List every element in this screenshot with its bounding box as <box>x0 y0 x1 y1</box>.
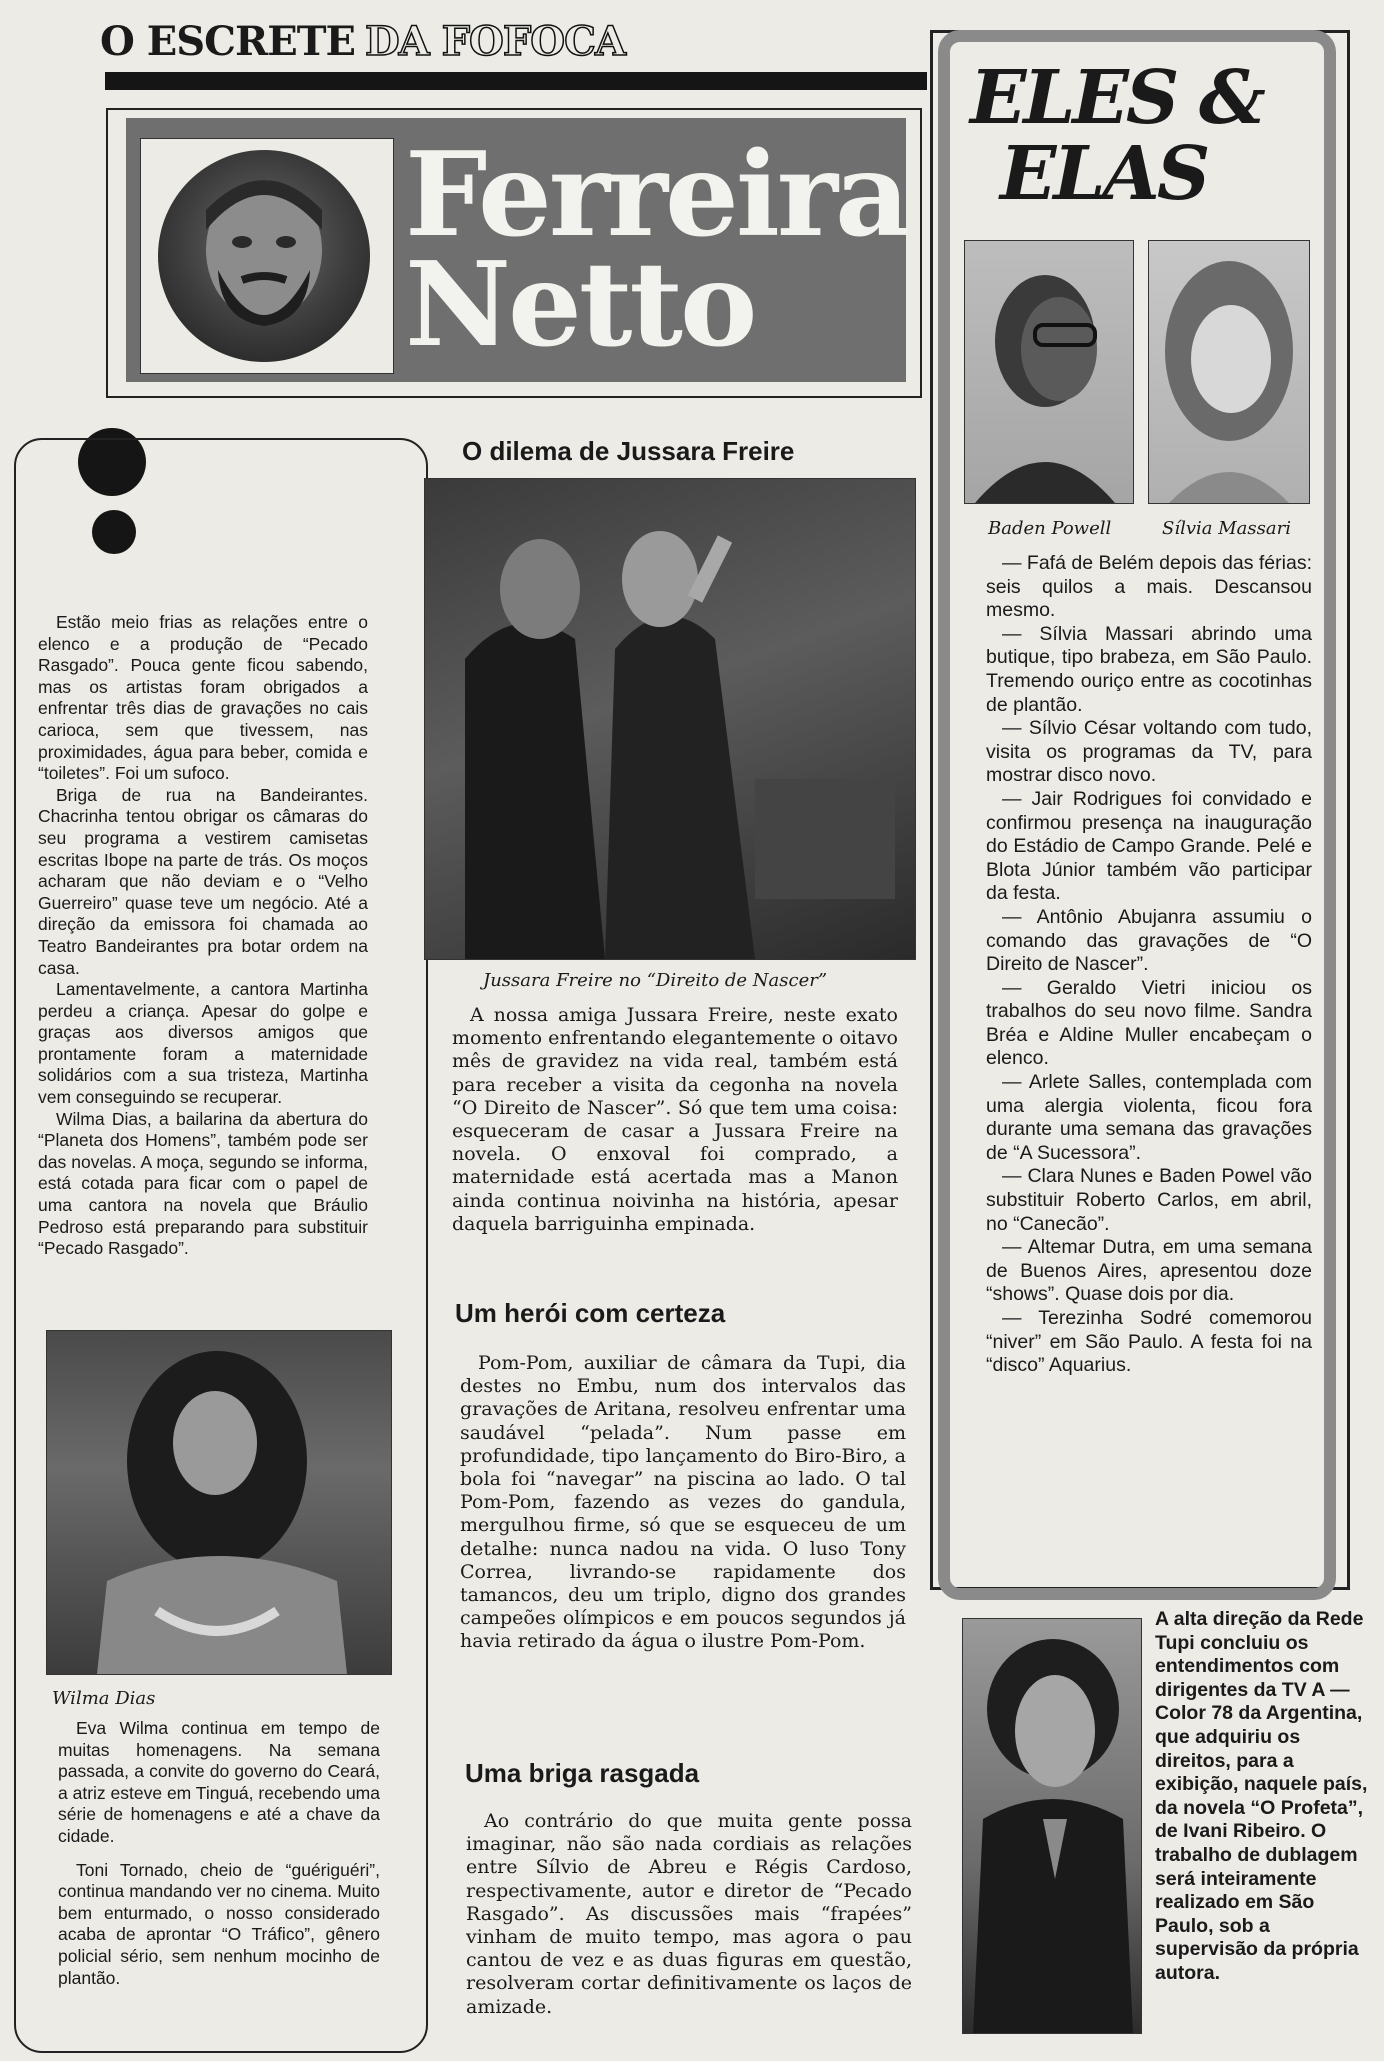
left-paragraph: Eva Wilma continua em tempo de muitas homenagens. Na semana passada, a convite do governo do Ceará, a atriz esteve em Tinguá, recebendo uma série de homenagens e até a chave da cidade. <box>58 1718 380 1846</box>
jussara-freire-photo <box>424 478 916 960</box>
gossip-item: — Sílvio César voltando com tudo, visita os programas da TV, para mostrar disco novo. <box>986 717 1312 787</box>
masthead-part2: DA FOFOCA <box>364 18 625 65</box>
briga-paragraph: Ao contrário do que muita gente possa imaginar, não são nada cordiais as relações entre Sílvio de Abreu e Régis Cardoso, respectivamente, autor e diretor de “Pecado Rasgado”. As discussões mais “frapées” vinham de muito tempo, mas agora o pau cantou de vez e as duas figuras em questão, resolveram cortar definitivamente os laços de amizade. <box>466 1810 912 2018</box>
heading-jussara: O dilema de Jussara Freire <box>462 436 795 466</box>
masthead-rule <box>105 72 927 90</box>
tupi-note: A alta direção da Rede Tupi concluiu os entendimentos com dirigentes da TV A — Color 78 da Argentina, que adquiriu os direitos, para a exibição, naquele país, da novela “O Profeta”, de Ivani Ribeiro. O trabalho de dublagem será inteiramente realizado em São Paulo, sob a supervisão da própria autora. <box>1155 1608 1368 1984</box>
gossip-item: — Jair Rodrigues foi convidado e confirmou presença na inauguração do Estádio de Campo Grande. Pelé e Blota Júnior também vão participar da festa. <box>986 787 1312 905</box>
gossip-item: — Clara Nunes e Baden Powel vão substituir Roberto Carlos, em abril, no “Canecão”. <box>986 1165 1312 1235</box>
gossip-item: — Sílvia Massari abrindo uma butique, tipo brabeza, em São Paulo. Tremendo ouriço entre as cocotinhas de plantão. <box>986 622 1312 716</box>
sidebar-title <box>970 55 1263 217</box>
left-column-bottom <box>58 1718 380 1989</box>
sidebar-title-line1: ELES & <box>970 55 1263 141</box>
eles-elas-items <box>986 552 1312 1378</box>
jussara-story <box>452 1004 898 1236</box>
heading-heroi: Um herói com certeza <box>455 1298 726 1328</box>
gossip-item: — Geraldo Vietri iniciou os trabalhos do seu novo filme. Sandra Bréa e Aldine Muller encabeçam o elenco. <box>986 976 1312 1070</box>
heading-briga: Uma briga rasgada <box>465 1758 700 1788</box>
left-paragraph: Estão meio frias as relações entre o elenco e a produção de “Pecado Rasgado”. Pouca gente ficou sabendo, mas os artistas foram obrigados a enfrentar três dias de gravações no cais carioca, sem que tivessem, nas proximidades, água para beber, comida e “toiletes”. Foi um sufoco. <box>38 612 368 784</box>
baden-caption: Baden Powell <box>988 518 1112 539</box>
left-paragraph: Wilma Dias, a bailarina da abertura do “Planeta dos Homens”, também pode ser das novelas. A moça, segundo se informa, está cotada para ficar com o papel de uma cantora na novela que Bráulio Pedroso está preparando para substituir “Pecado Rasgado”. <box>38 1108 368 1259</box>
baden-powell-photo <box>964 240 1134 504</box>
gossip-item: — Altemar Dutra, em uma semana de Buenos Aires, apresentou doze “shows”. Quase dois por dia. <box>986 1236 1312 1306</box>
headline-line1: Ferreira <box>405 127 908 263</box>
heroi-paragraph: Pom-Pom, auxiliar de câmara da Tupi, dia destes no Embu, num dos intervalos das gravações de Aritana, resolveu enfrentar uma saudável “pelada”. Num passe em profundidade, tipo lançamento do Biro-Biro, a bola foi “navegar” na piscina ao lado. O tal Pom-Pom, fazendo as vezes do gandula, mergulhou firme, só que se esqueceu de um detalhe: nunca nadou na vida. O luso Tony Correa, livrando-se rapidamente dos tamancos, deu um triplo, digno dos grandes campeões olímpicos e em poucos segundos já havia retirado da água o ilustre Pom-Pom. <box>460 1352 906 1653</box>
sidebar-title-line2: ELAS <box>1000 131 1208 217</box>
silvia-caption: Sílvia Massari <box>1162 518 1291 539</box>
wilma-dias-photo <box>46 1330 392 1675</box>
briga-story <box>466 1810 912 2019</box>
ferreira-netto-portrait <box>158 150 370 362</box>
gossip-item: — Fafá de Belém depois das férias: seis quilos a mais. Descansou mesmo. <box>986 552 1312 622</box>
left-paragraph: Briga de rua na Bandeirantes. Chacrinha tentou obrigar os câmaras do seu programa a vestirem camisetas escritas Ibope na parte de trás. Os moços acharam que não deviam e o “Velho Guerreiro” quase teve um negócio. Até a direção da emissora foi chamada ao Teatro Bandeirantes pra botar ordem na casa. <box>38 784 368 978</box>
left-paragraph: Toni Tornado, cheio de “guériguéri”, continua mandando ver no cinema. Muito bem enturmado, o nosso considerado acaba de aprontar “O Tráfico”, gênero policial sério, sem nenhum mocinho de plantão. <box>58 1859 380 1988</box>
wilma-caption: Wilma Dias <box>52 1688 156 1709</box>
gossip-item: — Arlete Salles, contemplada com uma alergia violenta, ficou fora durante uma semana das gravações de “A Sucessora”. <box>986 1071 1312 1164</box>
gossip-item: — Antônio Abujanra assumiu o comando das gravações de “O Direito de Nascer”. <box>986 905 1312 976</box>
gossip-item: — Terezinha Sodré comemorou “niver” em São Paulo. A festa foi na “disco” Aquarius. <box>986 1307 1312 1377</box>
heroi-story <box>460 1352 906 1654</box>
jussara-paragraph: A nossa amiga Jussara Freire, neste exato momento enfrentando elegantemente o oitavo mês de gravidez na vida real, também está para receber a visita da cegonha na novela “O Direito de Nascer”. Só que tem uma coisa: esqueceram de casar a Jussara Freire na novela. O enxoval foi comprado, a maternidade está acertada mas a Manon ainda continua noivinha na história, apesar daquela barriguinha empinada. <box>452 1004 898 1235</box>
masthead <box>100 18 625 65</box>
silvia-massari-photo <box>1148 240 1310 504</box>
masthead-part1: O ESCRETE <box>100 18 355 65</box>
headline-line2: Netto <box>405 237 755 373</box>
left-paragraph: Lamentavelmente, a cantora Martinha perdeu a criança. Apesar do golpe e graças aos diversos amigos que prontamente foram a maternidade solidários com a sua tristeza, Martinha vem conseguindo se recuperar. <box>38 979 368 1108</box>
ivani-ribeiro-note-photo <box>962 1618 1142 2034</box>
headline <box>405 127 908 373</box>
left-column-top <box>38 612 368 1260</box>
jussara-caption: Jussara Freire no “Direito de Nascer” <box>483 970 828 991</box>
